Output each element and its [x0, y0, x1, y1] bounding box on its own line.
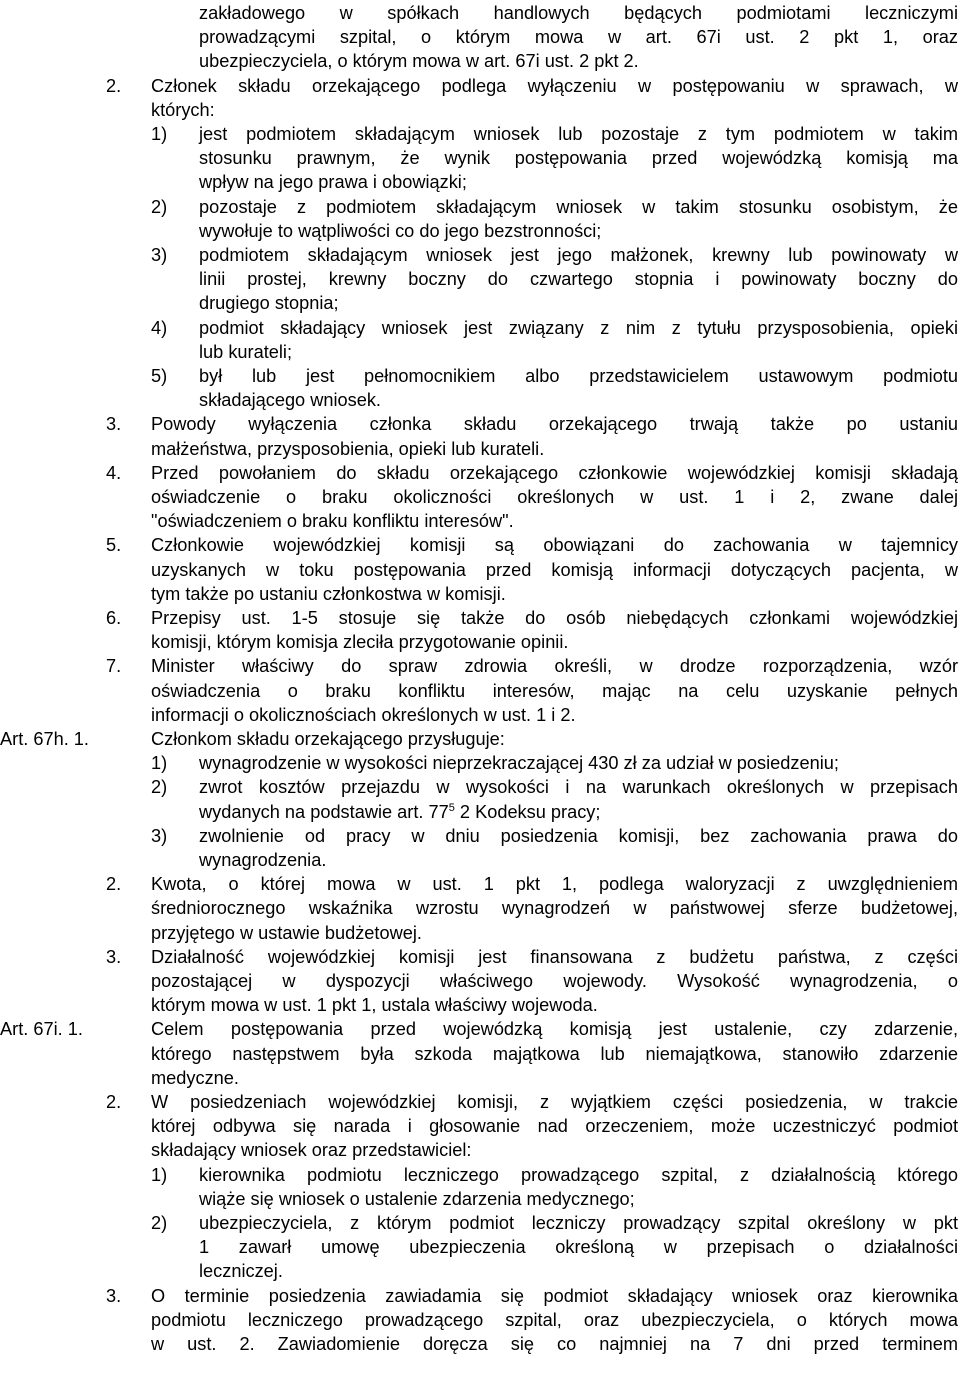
line-text: 1 zawarł umowę ubezpieczenia określoną w przepisach o działalności	[199, 1237, 958, 1258]
text-line	[0, 122, 960, 147]
item-number: 4)	[151, 317, 168, 338]
text-line	[0, 1308, 960, 1333]
line-text: pozostaje z podmiotem składającym wniosek w takim stosunku osobistym, że	[199, 196, 958, 217]
item-number: 1)	[151, 124, 168, 144]
item-number: 5.	[106, 535, 122, 556]
item-number: 3.	[106, 1285, 122, 1306]
line-text: przyjętego w ustawie budżetowej.	[151, 922, 422, 943]
item-number: 2)	[151, 777, 168, 798]
line-text: Kwota, o której mowa w ust. 1 pkt 1, podlega waloryzacji z uwzględnieniem	[151, 874, 958, 895]
article-label: Art. 67h. 1.	[0, 729, 89, 749]
line-text: składający wniosek oraz przedstawiciel:	[151, 1140, 472, 1161]
text-line	[0, 291, 960, 316]
text-line	[0, 485, 960, 510]
item-number: 5)	[151, 366, 168, 386]
line-text: uzyskanych w toku postępowania przed komisją informacji dotyczących pacjenta, w	[151, 559, 958, 580]
item-number: 2)	[151, 196, 168, 217]
superscript: 5	[448, 801, 455, 814]
text-line	[0, 872, 960, 897]
text-line	[0, 1017, 960, 1042]
text-line	[0, 1, 960, 26]
line-text: zakładowego w spółkach handlowych będących podmiotami leczniczymi	[199, 3, 958, 23]
line-text: Celem postępowania przed wojewódzką komisją jest ustalenie, czy zdarzenie,	[151, 1019, 958, 1040]
line-text: medyczne.	[151, 1067, 239, 1088]
line-text: której odbywa się narada i głosowanie nad orzeczeniem, może uczestniczyć podmiot	[151, 1116, 958, 1137]
text-line	[0, 582, 960, 607]
text-line	[0, 775, 960, 800]
text-line	[0, 437, 960, 462]
line-text: którego następstwem była szkoda majątkowa lub niemajątkowa, stanowiło zdarzenie	[151, 1043, 958, 1064]
line-text: prowadzącymi szpital, o którym mowa w art. 67i ust. 2 pkt 1, oraz	[199, 27, 958, 48]
line-text: wywołuje to wątpliwości co do jego bezstronności;	[199, 220, 602, 241]
text-line	[0, 1066, 960, 1091]
text-line	[0, 1259, 960, 1284]
text-line	[0, 751, 960, 776]
text-line	[0, 412, 960, 437]
line-text: lub kurateli;	[199, 341, 293, 362]
item-number: 2.	[106, 75, 122, 96]
text-line	[0, 146, 960, 171]
text-line	[0, 1163, 960, 1188]
line-text: wpływ na jego prawa i obowiązki;	[199, 172, 467, 193]
item-number: 4.	[106, 462, 122, 483]
line-text: ubezpieczyciela, z którym podmiot leczniczy prowadzący szpital określony w pkt	[199, 1213, 958, 1233]
line-text: ubezpieczyciela, o którym mowa w art. 67i ust. 2 pkt 2.	[199, 51, 639, 72]
line-text: podmiotu leczniczego prowadzącego szpital, oraz ubezpieczyciela, o których mowa	[151, 1309, 958, 1330]
text-line	[0, 679, 960, 704]
text-line	[0, 74, 960, 99]
line-text: pozostającej w dyspozycji właściwego wojewody. Wysokość wynagrodzenia, o	[151, 971, 958, 991]
item-number: 3.	[106, 946, 122, 967]
text-line	[0, 1332, 960, 1357]
text-line	[0, 848, 960, 873]
text-line	[0, 1138, 960, 1163]
item-number: 7.	[106, 656, 122, 677]
line-text: w ust. 2. Zawiadomienie doręcza się co najmniej na 7 dni przed terminem	[151, 1334, 958, 1354]
text-line	[0, 49, 960, 74]
line-text: podmiotem składającym wniosek jest jego małżonek, krewny lub powinowaty w	[199, 245, 958, 265]
item-number: 3.	[106, 414, 122, 435]
text-line	[0, 1284, 960, 1309]
line-text: tym także po ustaniu członkostwa w komisji.	[151, 583, 506, 604]
item-number: 1)	[151, 753, 168, 774]
text-line	[0, 1187, 960, 1212]
item-number: 2)	[151, 1213, 168, 1233]
article-label: Art. 67i. 1.	[0, 1019, 83, 1040]
item-number: 2.	[106, 1092, 122, 1112]
text-line	[0, 1114, 960, 1139]
text-line	[0, 170, 960, 195]
line-text: O terminie posiedzenia zawiadamia się podmiot składający wniosek oraz kierownika	[151, 1285, 958, 1306]
item-number: 2.	[106, 874, 122, 895]
line-text: Członkowie wojewódzkiej komisji są obowiązani do zachowania w tajemnicy	[151, 535, 958, 556]
line-text: stosunku prawnym, że wynik postępowania przed wojewódzką komisją ma	[199, 148, 958, 169]
line-text: Minister właściwy do spraw zdrowia określi, w drodze rozporządzenia, wzór	[151, 656, 958, 677]
line-text: którym mowa w ust. 1 pkt 1, ustala właściwy wojewoda.	[151, 995, 598, 1016]
text-line	[0, 800, 960, 825]
text-line	[0, 824, 960, 849]
line-text: wiąże się wniosek o ustalenie zdarzenia medycznego;	[199, 1188, 635, 1209]
text-line	[0, 945, 960, 970]
item-number: 6.	[106, 608, 122, 628]
text-line	[0, 558, 960, 583]
text-line	[0, 243, 960, 268]
text-line	[0, 896, 960, 921]
text-line	[0, 654, 960, 679]
line-text: składającego wniosek.	[199, 390, 381, 411]
line-text: jest podmiotem składającym wniosek lub pozostaje z tym podmiotem w takim	[199, 124, 958, 144]
line-text: Członkom składu orzekającego przysługuje:	[151, 729, 505, 749]
text-line	[0, 364, 960, 389]
line-text: wynagrodzenia.	[199, 850, 327, 870]
line-text-part: wydanych na podstawie art. 77	[199, 801, 449, 822]
line-text: W posiedzeniach wojewódzkiej komisji, z wyjątkiem części posiedzenia, w trakcie	[151, 1092, 958, 1112]
text-line	[0, 1235, 960, 1260]
text-line	[0, 509, 960, 534]
text-line	[0, 340, 960, 365]
line-text: Członek składu orzekającego podlega wyłączeniu w postępowaniu w sprawach, w	[151, 75, 958, 96]
line-text: leczniczej.	[199, 1261, 283, 1282]
text-line	[0, 703, 960, 728]
text-line	[0, 267, 960, 292]
text-line	[0, 1042, 960, 1067]
line-text: "oświadczeniem o braku konfliktu interesów".	[151, 511, 514, 532]
item-number: 3)	[151, 825, 168, 846]
line-text: informacji o okolicznościach określonych w ust. 1 i 2.	[151, 704, 576, 725]
line-text: oświadczenia o braku konfliktu interesów, mając na celu uzyskanie pełnych	[151, 680, 958, 701]
line-text-part: 2 Kodeksu pracy;	[454, 801, 601, 822]
text-line	[0, 461, 960, 486]
text-line	[0, 1090, 960, 1115]
line-text: zwrot kosztów przejazdu w wysokości i na warunkach określonych w przepisach	[199, 777, 958, 798]
item-number: 3)	[151, 245, 168, 265]
line-text: zwolnienie od pracy w dniu posiedzenia komisji, bez zachowania prawa do	[199, 825, 958, 846]
text-line	[0, 219, 960, 244]
line-text: wynagrodzenie w wysokości nieprzekraczającej 430 zł za udział w posiedzeniu;	[199, 753, 839, 774]
text-line	[0, 533, 960, 558]
line-text: podmiot składający wniosek jest związany z nim z tytułu przysposobienia, opieki	[199, 317, 958, 338]
line-text	[199, 800, 600, 824]
line-text: Powody wyłączenia członka składu orzekającego trwają także po ustaniu	[151, 414, 958, 435]
line-text: Przed powołaniem do składu orzekającego członkowie wojewódzkiej komisji składają	[151, 462, 958, 483]
text-line	[0, 98, 960, 123]
line-text: średniorocznego wskaźnika wzrostu wynagrodzeń w państwowej sferze budżetowej,	[151, 898, 958, 919]
text-line	[0, 921, 960, 946]
line-text: Przepisy ust. 1-5 stosuje się także do osób niebędących członkami wojewódzkiej	[151, 608, 958, 628]
line-text: których:	[151, 99, 215, 120]
line-text: drugiego stopnia;	[199, 293, 339, 314]
text-line	[0, 1211, 960, 1236]
line-text: małżeństwa, przysposobienia, opieki lub kurateli.	[151, 438, 545, 459]
text-line	[0, 388, 960, 413]
text-line	[0, 727, 960, 752]
item-number: 1)	[151, 1164, 168, 1185]
line-text: Działalność wojewódzkiej komisji jest finansowana z budżetu państwa, z części	[151, 946, 958, 967]
text-line	[0, 993, 960, 1018]
text-line	[0, 969, 960, 994]
text-line	[0, 630, 960, 655]
line-text: kierownika podmiotu leczniczego prowadzącego szpital, z działalnością którego	[199, 1164, 958, 1185]
text-line	[0, 316, 960, 341]
line-text: linii prostej, krewny boczny do czwartego stopnia i powinowaty boczny do	[199, 269, 958, 290]
line-text: komisji, którym komisja zleciła przygotowanie opinii.	[151, 632, 569, 653]
text-line	[0, 606, 960, 631]
text-line	[0, 25, 960, 50]
text-line	[0, 195, 960, 220]
line-text: był lub jest pełnomocnikiem albo przedstawicielem ustawowym podmiotu	[199, 366, 958, 386]
line-text: oświadczenie o braku okoliczności określonych w ust. 1 i 2, zwane dalej	[151, 487, 958, 507]
